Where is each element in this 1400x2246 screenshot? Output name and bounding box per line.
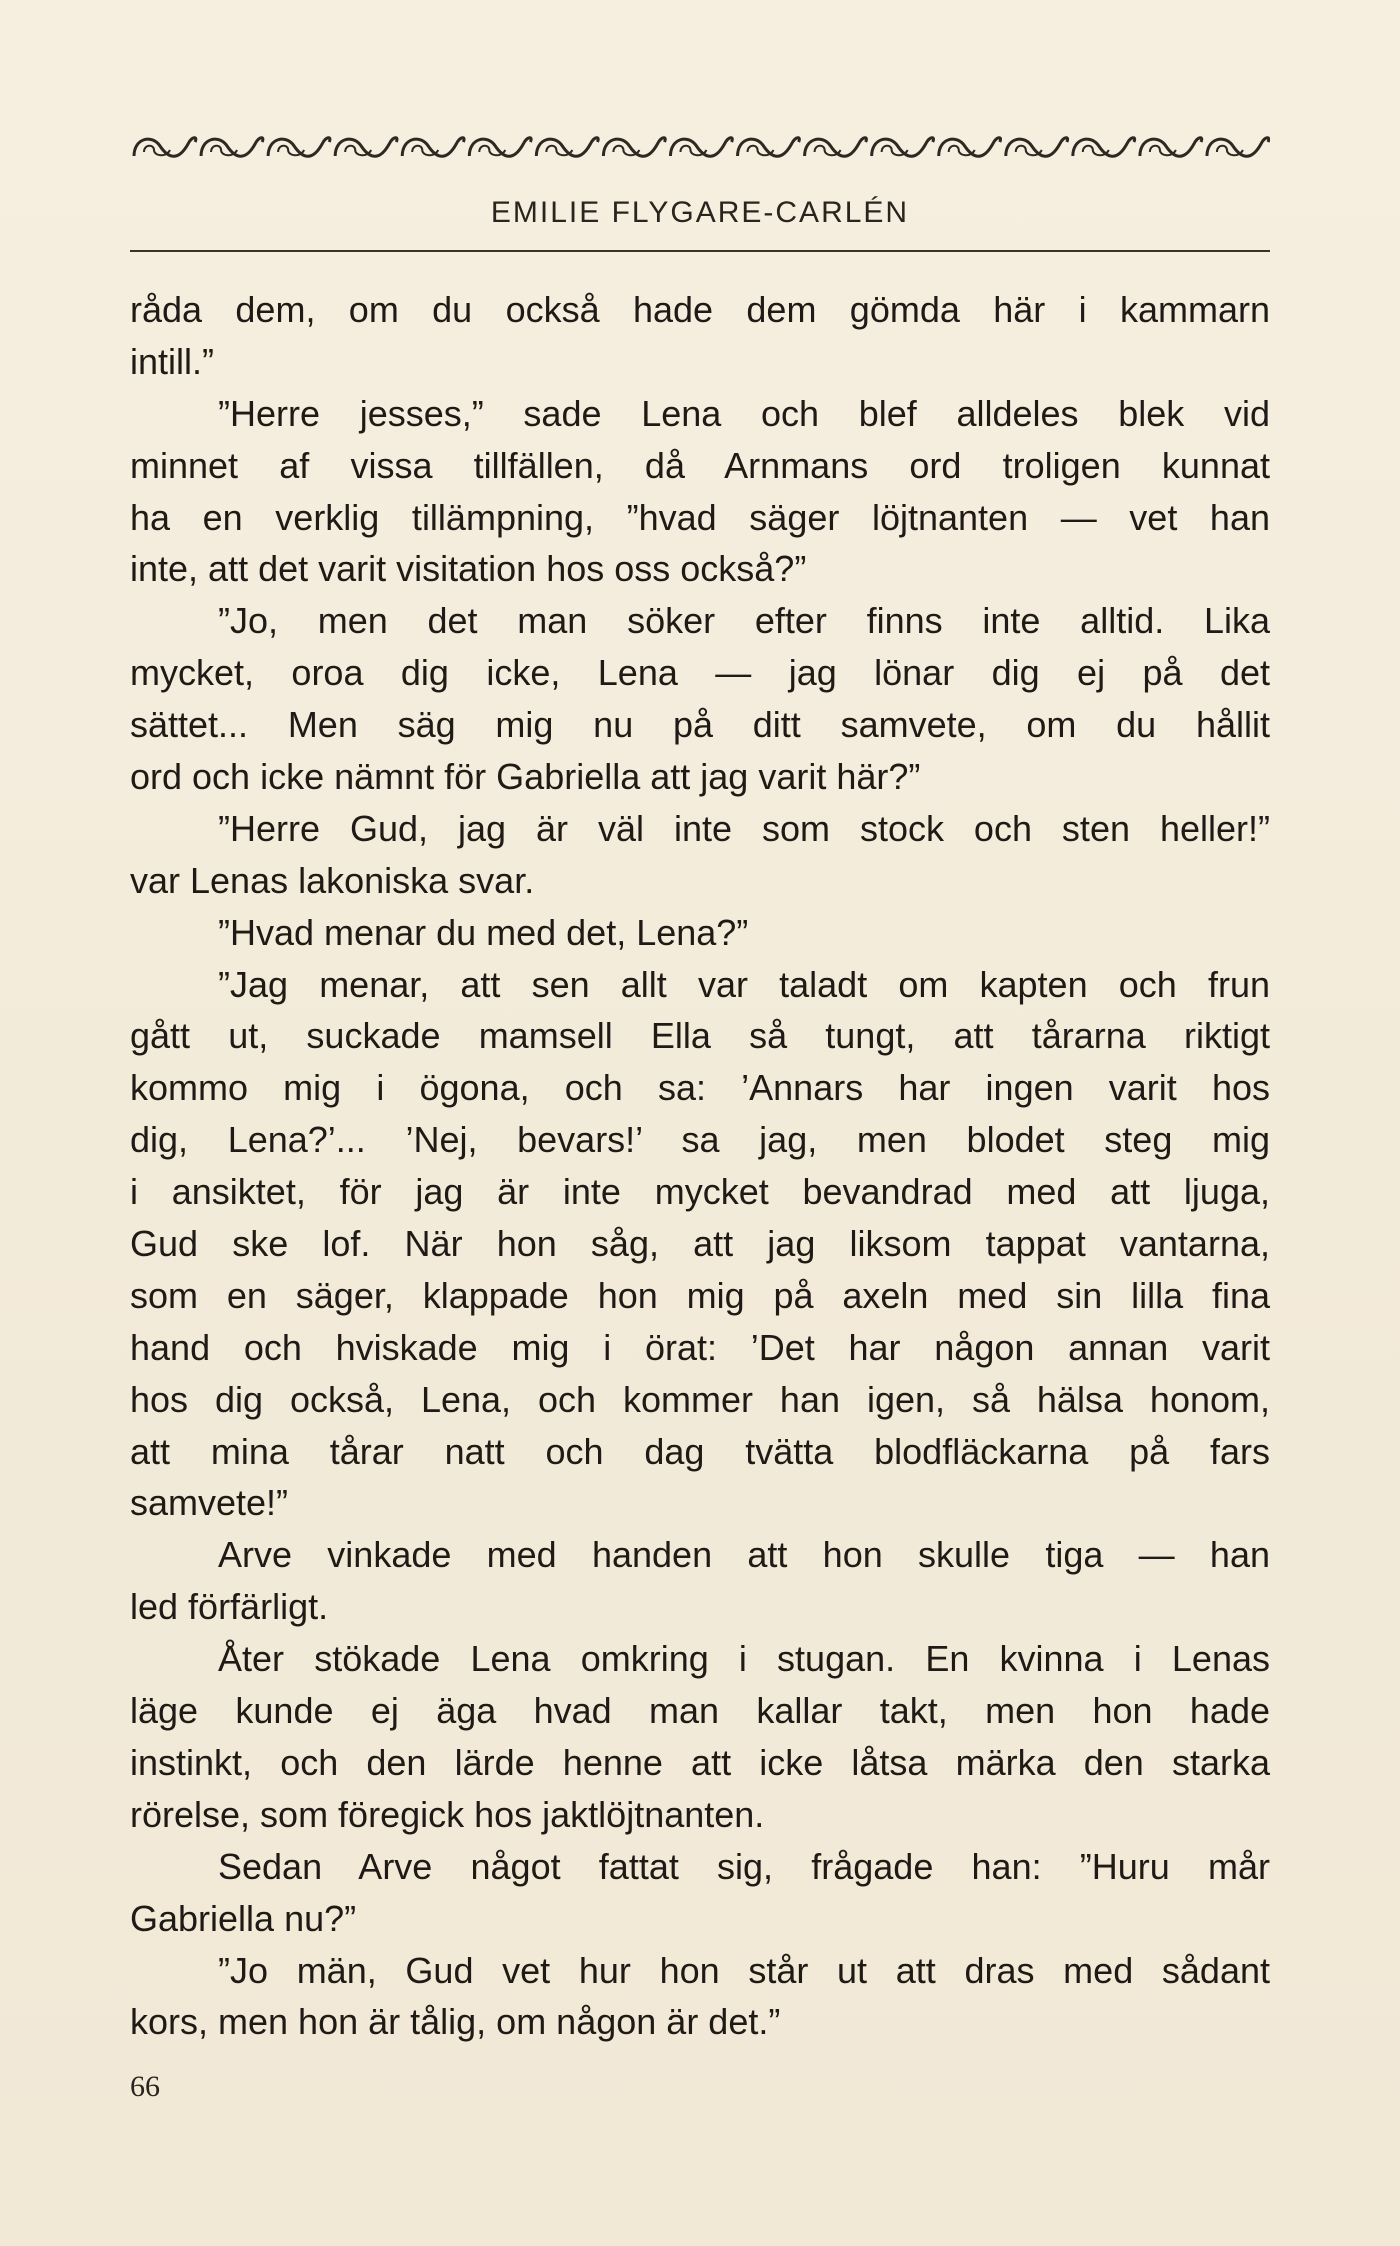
text-line: ”Herre jesses,” sade Lena och blef alldeles blek vid xyxy=(218,392,1270,434)
text-line: instinkt, och den lärde henne att icke låtsa märka den starka xyxy=(130,1741,1270,1783)
text-line: ”Jag menar, att sen allt var taladt om kapten och frun xyxy=(218,963,1270,1005)
text-line: kors, men hon är tålig, om någon är det.” xyxy=(130,2001,781,2043)
ornament-curl xyxy=(1016,146,1042,156)
text-line: dig, Lena?’... ’Nej, bevars!’ sa jag, men blodet steg mig xyxy=(130,1119,1270,1161)
ornament-scroll xyxy=(603,138,665,157)
text-line: gått ut, suckade mamsell Ella så tungt, att tårarna riktigt xyxy=(130,1015,1270,1057)
text-line: sättet... Men säg mig nu på ditt samvete, om du hållit xyxy=(130,704,1270,746)
text-line: Gud ske lof. När hon såg, att jag liksom tappat vantarna, xyxy=(130,1223,1270,1265)
text-line: hos dig också, Lena, och kommer han igen, så hälsa honom, xyxy=(130,1378,1270,1420)
ornament-scroll xyxy=(201,138,263,157)
text-line: samvete!” xyxy=(130,1482,289,1524)
ornament-curl xyxy=(479,146,505,156)
ornament-scroll xyxy=(738,138,800,157)
ornament-curl xyxy=(144,146,170,156)
ornament-scroll xyxy=(1006,138,1068,157)
ornament-curl xyxy=(1150,146,1176,156)
ornament-curl xyxy=(412,146,438,156)
ornament-curl xyxy=(345,146,371,156)
ornament-scroll xyxy=(335,138,397,157)
ornament-curl xyxy=(613,146,639,156)
text-line: i ansiktet, för jag är inte mycket bevandrad med att ljuga, xyxy=(130,1171,1270,1213)
text-line: led förfärligt. xyxy=(130,1586,329,1628)
text-line: att mina tårar natt och dag tvätta blodfläckarna på fars xyxy=(130,1430,1270,1472)
decorative-border-ornament xyxy=(130,128,1270,168)
ornament-scroll xyxy=(469,138,531,157)
text-line: Gabriella nu?” xyxy=(130,1897,357,1939)
ornament-curl xyxy=(211,146,237,156)
ornament-curl xyxy=(882,146,908,156)
ornament-scroll xyxy=(1140,138,1202,157)
ornament-scroll xyxy=(805,138,867,157)
ornament-curl xyxy=(680,146,706,156)
ornament-scroll xyxy=(670,138,732,157)
ornament-scroll xyxy=(1073,138,1135,157)
ornament-curl xyxy=(546,146,572,156)
text-line: som en säger, klappade hon mig på axeln med sin lilla fina xyxy=(130,1274,1270,1316)
body-text xyxy=(130,284,1270,2048)
ornament-curl xyxy=(278,146,304,156)
ornament-scroll xyxy=(939,138,1001,157)
ornament-curl xyxy=(1083,146,1109,156)
ornament-scroll xyxy=(134,138,196,157)
text-line: råda dem, om du också hade dem gömda här i kammarn xyxy=(130,289,1270,330)
text-line: ”Herre Gud, jag är väl inte som stock och sten heller!” xyxy=(218,807,1270,849)
text-line: minnet af vissa tillfällen, då Arnmans ord troligen kunnat xyxy=(130,444,1270,486)
text-line: intill.” xyxy=(130,340,215,382)
text-line: inte, att det varit visitation hos oss också?” xyxy=(130,548,807,590)
text-line: Arve vinkade med handen att hon skulle tiga — han xyxy=(218,1534,1270,1576)
ornament-scroll xyxy=(402,138,464,157)
ornament-scroll xyxy=(1207,138,1269,157)
text-line: ”Hvad menar du med det, Lena?” xyxy=(218,911,749,953)
text-line: ”Jo, men det man söker efter finns inte alltid. Lika xyxy=(218,600,1270,642)
text-line: ”Jo män, Gud vet hur hon står ut att dras med sådant xyxy=(218,1949,1270,1991)
ornament-curl xyxy=(815,146,841,156)
ornament-scroll xyxy=(872,138,934,157)
text-line: hand och hviskade mig i örat: ’Det har någon annan varit xyxy=(130,1326,1270,1368)
text-line: Sedan Arve något fattat sig, frågade han: ”Huru mår xyxy=(218,1845,1270,1887)
text-line: var Lenas lakoniska svar. xyxy=(130,859,535,901)
ornament-curl xyxy=(748,146,774,156)
text-line: rörelse, som föregick hos jaktlöjtnanten. xyxy=(130,1793,765,1835)
text-line: ha en verklig tillämpning, ”hvad säger löjtnanten — vet han xyxy=(130,496,1270,538)
text-line: kommo mig i ögona, och sa: ’Annars har ingen varit hos xyxy=(130,1067,1270,1109)
header-rule xyxy=(130,250,1270,252)
ornament-scroll xyxy=(268,138,330,157)
text-line: mycket, oroa dig icke, Lena — jag lönar dig ej på det xyxy=(130,652,1270,694)
ornament-scroll xyxy=(536,138,598,157)
text-line: Åter stökade Lena omkring i stugan. En kvinna i Lenas xyxy=(218,1638,1270,1680)
text-line: ord och icke nämnt för Gabriella att jag varit här?” xyxy=(130,756,921,798)
page-number: 66 xyxy=(130,2070,160,2103)
text-line: läge kunde ej äga hvad man kallar takt, men hon hade xyxy=(130,1690,1270,1732)
ornament-curl xyxy=(1217,146,1243,156)
running-head-author: EMILIE FLYGARE-CARLÉN xyxy=(490,196,910,229)
ornament-curl xyxy=(949,146,975,156)
